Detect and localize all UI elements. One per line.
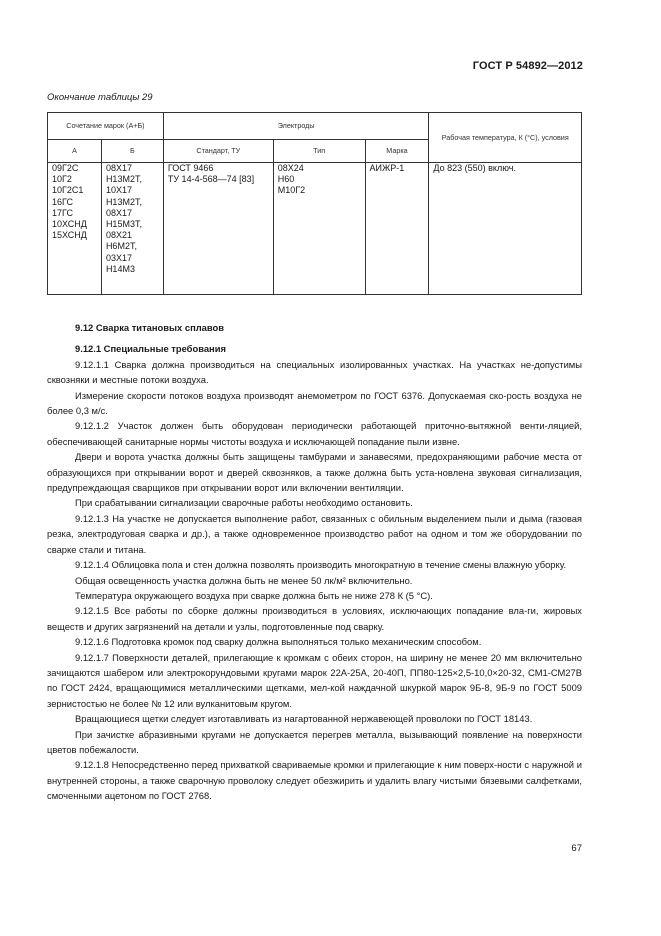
cell-line: ТУ 14-4-568—74 [83] [167, 174, 255, 185]
header-temperature: Рабочая температура, К (°С), условия [429, 113, 582, 163]
cell-line: 10ХСНД [52, 219, 87, 230]
paragraph: 9.12.1.1 Сварка должна производиться на специальных изолированных участках. На участках не-допустимы сквозняки и местные потоки воздуха. [47, 358, 582, 386]
cell-line: М10Г2 [277, 185, 306, 196]
header-col-b: Б [101, 140, 163, 163]
cell-line: 09Г2С [52, 163, 79, 173]
subsection-title: 9.12.1 Специальные требования [75, 343, 226, 355]
cell-line: 08Х24 [277, 163, 304, 173]
cell-grades-b [101, 163, 163, 295]
electrodes-table [47, 112, 582, 295]
cell-line: ГОСТ 9466 [167, 163, 214, 173]
header-combination: Сочетание марок (А+Б) [48, 113, 164, 140]
header-col-a: А [48, 140, 102, 163]
cell-line: 10Х17 [105, 185, 132, 196]
header-col-standard: Стандарт, ТУ [163, 140, 273, 163]
cell-line: Н13М2Т, [105, 196, 142, 207]
cell-line: 16ГС [52, 196, 73, 207]
header-col-grade: Марка [365, 140, 429, 163]
paragraph: 9.12.1.4 Облицовка пола и стен должна позволять производить многократную в течение смены влажную уборку. [75, 559, 567, 571]
cell-line: Н14М3 [105, 263, 135, 274]
cell-line: 17ГС [52, 207, 73, 218]
header-electrodes: Электроды [163, 113, 429, 140]
cell-line: 10Г2С1 [52, 185, 84, 196]
paragraph: Общая освещенность участка должна быть не менее 50 лк/м² включительно. [75, 574, 413, 586]
cell-grades-a [48, 163, 102, 295]
paragraph: Измерение скорости потоков воздуха производят анемометром по ГОСТ 6376. Допускаемая ско-рость воздуха не более 0,3 м/с. [47, 389, 582, 417]
section-title: 9.12 Сварка титановых сплавов [75, 322, 225, 333]
cell-line: Н15М3Т, [105, 219, 142, 230]
paragraph: 9.12.1.3 На участке не допускается выполнение работ, связанных с обильным выделением пыли и дыма (газовая резка, электродуговая сварка и др.), а также одновременное производство работ на одном и том же оборудовании по сварке стали и титана. [47, 512, 582, 555]
paragraph: Температура окружающего воздуха при сварке должна быть не ниже 278 К (5 °С). [75, 589, 433, 601]
page-number: 67 [571, 843, 582, 854]
cell-line: 03Х17 [105, 252, 132, 263]
paragraph: 9.12.1.6 Подготовка кромок под сварку должна выполняться только механическим способом. [75, 636, 482, 648]
cell-line: 08Х21 [105, 230, 132, 241]
cell-standard [163, 163, 273, 295]
cell-line: 08Х17 [105, 163, 132, 173]
cell-line: 10Г2 [52, 174, 72, 185]
cell-line: Н13М2Т, [105, 174, 142, 185]
paragraph: При срабатывании сигнализации сварочные работы необходимо остановить. [75, 497, 413, 509]
paragraph: При зачистке абразивными кругами не допускается перегрев металла, вызывающий появление на поверхности цветов побежалости. [47, 728, 582, 755]
table-caption: Окончание таблицы 29 [47, 92, 153, 103]
paragraph: 9.12.1.5 Все работы по сборке должны производиться в условиях, исключающих попадание вла-ги, жировых веществ и других загрязнений на детали и узлы, подготовленные под сварку. [47, 605, 582, 632]
cell-line: 08Х17 [105, 207, 132, 218]
table-row [48, 163, 582, 295]
paragraph: 9.12.1.8 Непосредственно перед прихваткой свариваемые кромки и прилегающие к ним поверх-ности с наружной и внутренней стороны, а также сварочную проволоку следует обезжирить и удалить влагу чистыми бязевыми салфетками, смоченными ацетоном по ГОСТ 2768. [47, 759, 582, 802]
cell-grade: АИЖР-1 [365, 163, 429, 295]
cell-type [273, 163, 365, 295]
paragraph: Двери и ворота участка должны быть защищены тамбурами и занавесями, предохраняющими рабочие места от образующихся при открывании ворот и дверей сквозняков, а также должна быть уста-новлена звуковая сигнализация, предупреждающая сварщиков при открывании ворот или включении вентиляции. [47, 451, 582, 494]
cell-temperature: До 823 (550) включ. [429, 163, 582, 295]
section-body [47, 320, 582, 804]
cell-line: Н60 [277, 174, 295, 185]
cell-line: Н6М2Т, [105, 241, 137, 252]
paragraph: 9.12.1.2 Участок должен быть оборудован периодически работающей приточно-вытяжной венти-ляцией, обеспечивающей санитарные нормы чистоты воздуха и исключающей попадание пыли извне. [47, 420, 582, 447]
document-standard-number: ГОСТ Р 54892—2012 [472, 60, 583, 72]
header-col-type: Тип [273, 140, 365, 163]
paragraph: 9.12.1.7 Поверхности деталей, прилегающие к кромкам с обеих сторон, на ширину не менее 20 мм включительно зачищаются шабером или электрокорундовыми кругами марок 22А-25А, 20-40П, ПП80-125×2,5-10,0×20-32, СМ1-СМ27В по ГОСТ 2424, вращающимися металлическими щетками, мел-кой наждачной шкуркой марок 9Б-8, 9Б-9 по ГОСТ 5009 зернистостью не более № 12 или вулканитовым кругом. [47, 651, 582, 709]
cell-line: 15ХСНД [52, 230, 87, 241]
paragraph: Вращающиеся щетки следует изготавливать из нагартованной нержавеющей проволоки по ГОСТ 18143. [75, 713, 533, 725]
